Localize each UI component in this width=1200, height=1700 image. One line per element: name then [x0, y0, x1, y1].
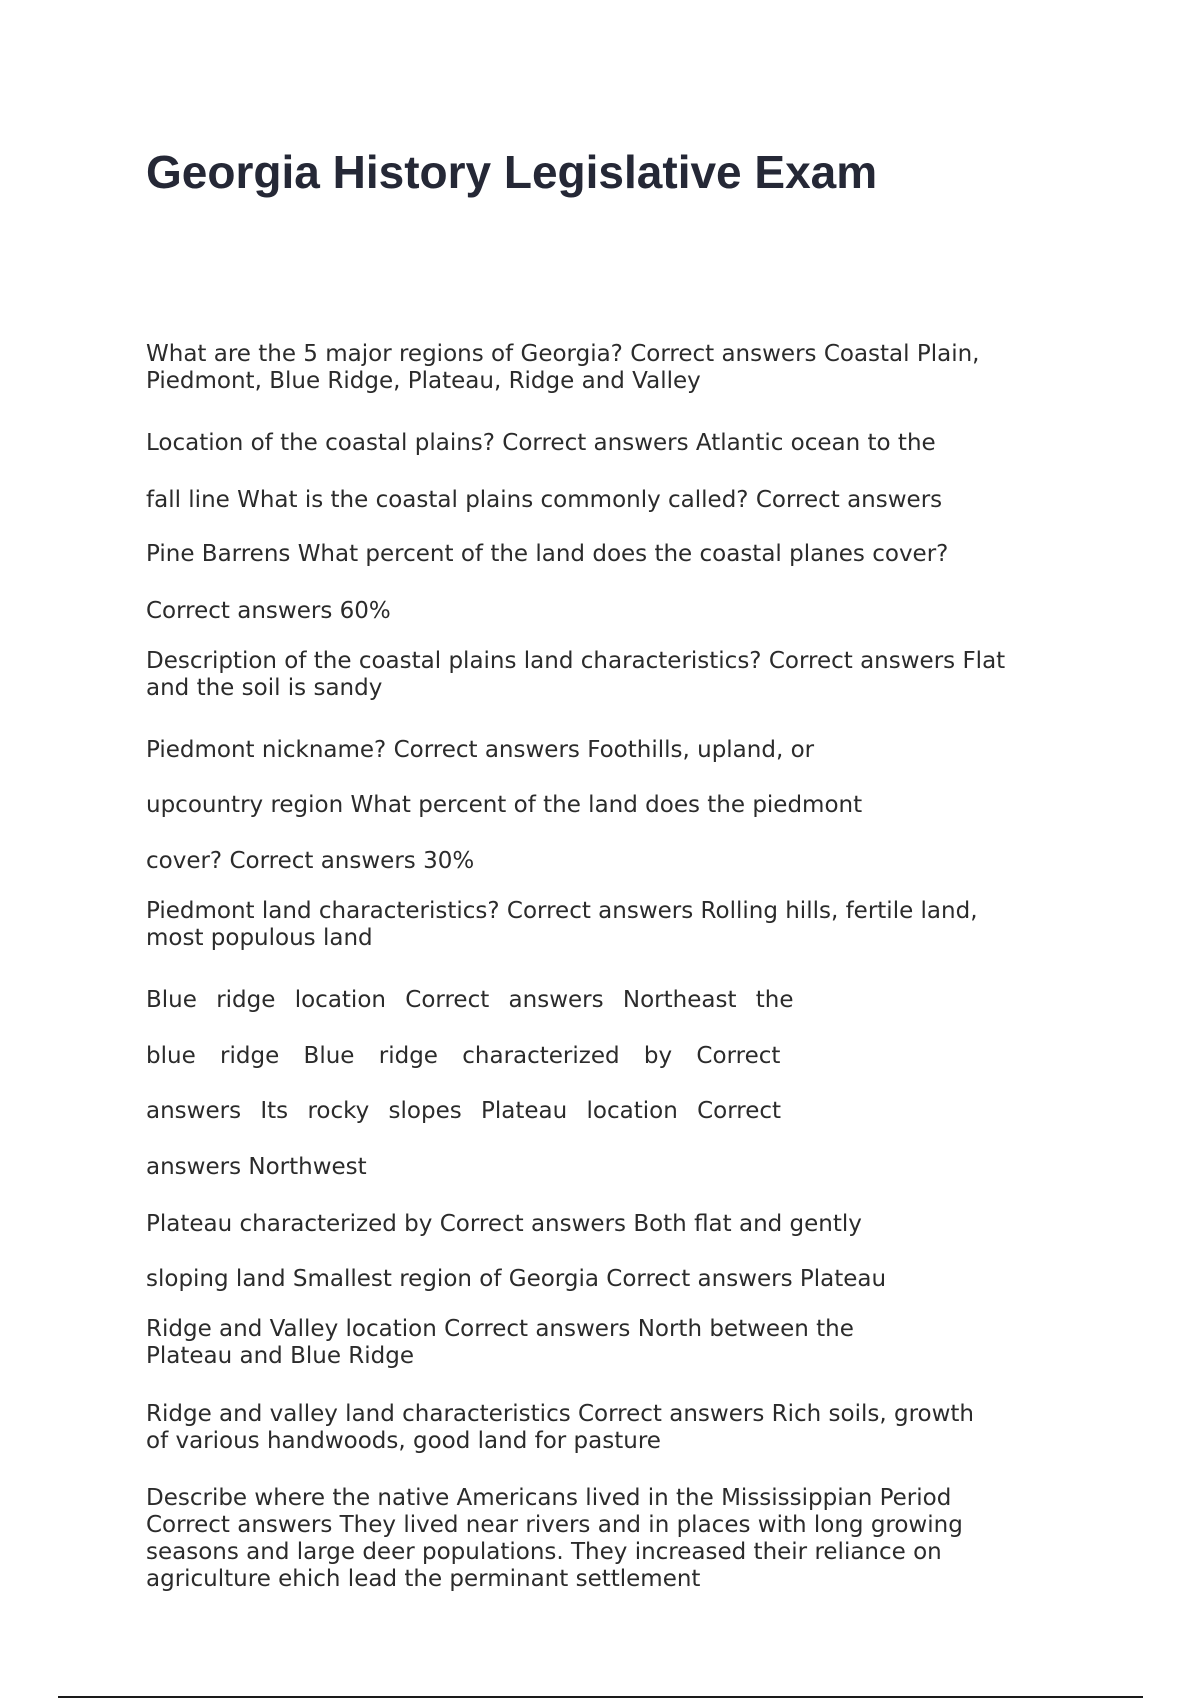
paragraph-ridge-valley-characteristics	[146, 1401, 974, 1455]
paragraph-line: Plateau and Blue Ridge	[146, 1343, 415, 1369]
paragraph-line: upcountry region What percent of the land does the piedmont	[146, 792, 863, 818]
paragraph-line: Location of the coastal plains? Correct answers Atlantic ocean to the	[146, 430, 936, 456]
paragraph-line: Piedmont, Blue Ridge, Plateau, Ridge and Valley	[146, 368, 701, 394]
paragraph-line: Ridge and Valley location Correct answers North between the	[146, 1316, 854, 1342]
paragraph-blue-ridge-characterized	[146, 1043, 780, 1070]
paragraph-plateau-characterized	[146, 1211, 862, 1238]
paragraph-piedmont-percent	[146, 792, 862, 819]
paragraph-coastal-percent	[146, 541, 948, 568]
paragraph-line: Piedmont nickname? Correct answers Foothills, upland, or	[146, 737, 815, 763]
paragraph-line: fall line What is the coastal plains commonly called? Correct answers	[146, 487, 943, 513]
paragraph-line: Ridge and valley land characteristics Correct answers Rich soils, growth	[146, 1401, 974, 1427]
paragraph-ridge-valley-location	[146, 1316, 854, 1370]
paragraph-line: of various handwoods, good land for pasture	[146, 1428, 661, 1454]
paragraph-mississippian-period	[146, 1485, 963, 1593]
paragraph-line: blue ridge Blue ridge characterized by Correct	[146, 1043, 781, 1069]
paragraph-piedmont-nickname	[146, 737, 814, 764]
paragraph-line: Correct answers They lived near rivers and in places with long growing	[146, 1512, 963, 1538]
paragraph-line: Describe where the native Americans lived in the Mississippian Period	[146, 1485, 952, 1511]
footer-divider	[58, 1696, 1143, 1698]
paragraph-line: Blue ridge location Correct answers Northeast the	[146, 987, 794, 1013]
paragraph-line: Description of the coastal plains land characteristics? Correct answers Flat	[146, 648, 1006, 674]
paragraph-line: Piedmont land characteristics? Correct answers Rolling hills, fertile land,	[146, 898, 978, 924]
paragraph-coastal-name	[146, 487, 942, 514]
paragraph-line: answers Its rocky slopes Plateau location Correct	[146, 1098, 782, 1124]
paragraph-line: Plateau characterized by Correct answers Both flat and gently	[146, 1211, 862, 1237]
paragraph-line: Pine Barrens What percent of the land does the coastal planes cover?	[146, 541, 949, 567]
paragraph-regions	[146, 341, 979, 395]
paragraph-line: agriculture ehich lead the perminant settlement	[146, 1566, 701, 1592]
paragraph-plateau-location	[146, 1098, 781, 1125]
paragraph-line: What are the 5 major regions of Georgia? Correct answers Coastal Plain,	[146, 341, 980, 367]
paragraph-coastal-answer	[146, 598, 391, 625]
paragraph-blue-ridge-location	[146, 987, 794, 1014]
paragraph-coastal-characteristics	[146, 648, 1005, 702]
paragraph-line: cover? Correct answers 30%	[146, 848, 475, 874]
paragraph-smallest-region	[146, 1266, 886, 1293]
paragraph-coastal-location	[146, 430, 936, 457]
paragraph-line: and the soil is sandy	[146, 675, 383, 701]
paragraph-line: sloping land Smallest region of Georgia Correct answers Plateau	[146, 1266, 887, 1292]
paragraph-line: seasons and large deer populations. They increased their reliance on	[146, 1539, 942, 1565]
paragraph-plateau-answer	[146, 1154, 367, 1181]
paragraph-piedmont-characteristics	[146, 898, 978, 952]
paragraph-line: answers Northwest	[146, 1154, 367, 1180]
paragraph-line: Correct answers 60%	[146, 598, 391, 624]
paragraph-piedmont-answer	[146, 848, 474, 875]
page-title: Georgia History Legislative Exam	[146, 146, 878, 198]
paragraph-line: most populous land	[146, 925, 373, 951]
